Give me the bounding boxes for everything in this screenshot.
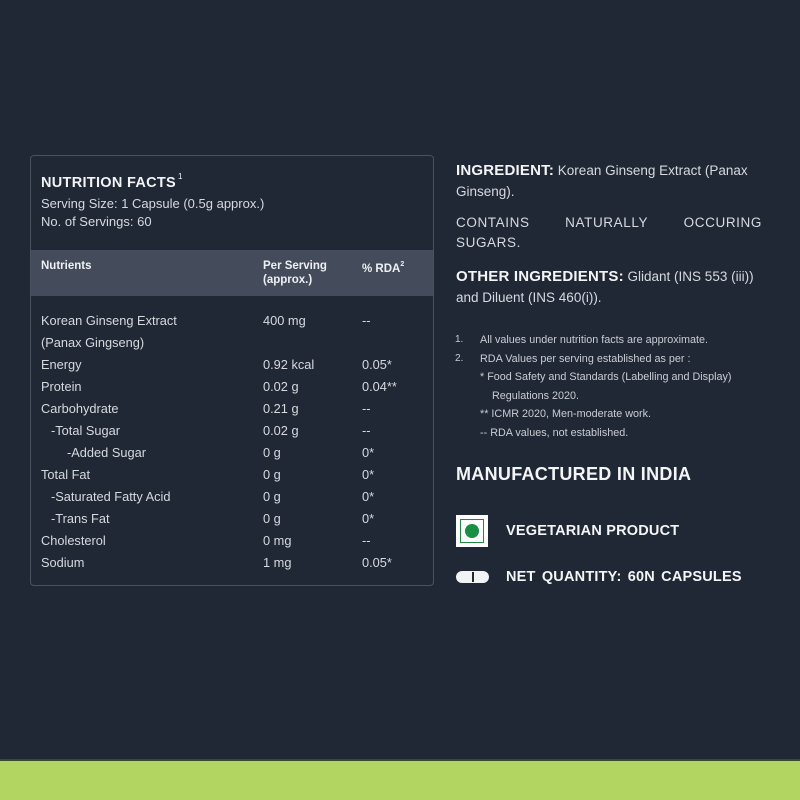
table-row [31,445,433,467]
ingredient-label: INGREDIENT: [456,162,555,179]
nutrition-facts-card [30,155,434,586]
ingredient-statement [456,160,762,202]
net-quantity [456,567,742,587]
header-nutrients: Nutrients [41,260,92,272]
nutrient-value: 0 g [263,511,281,526]
footnote-subitem: -- RDA values, not established. [480,426,629,439]
header-per-serving-line1: Per Serving [263,260,327,272]
footnote-item [455,350,785,369]
bottom-color-band [0,761,800,800]
nutrition-facts-title-text: NUTRITION FACTS [41,174,176,191]
table-row [31,555,433,577]
footnote-marker: 1 [178,172,183,181]
vegetarian-label: VEGETARIAN PRODUCT [506,523,680,539]
table-row [31,379,433,401]
header-per-serving-line2: (approx.) [263,274,313,286]
other-ingredients-label: OTHER INGREDIENTS: [456,268,624,285]
contains-line-2: SUGARS. [456,235,521,250]
nutrient-name: Energy [41,357,82,372]
nutrient-value: 400 mg [263,313,306,328]
veg-mark-icon [456,515,488,547]
nutrient-name: (Panax Gingseng) [41,335,145,350]
nutrient-value: 0.92 kcal [263,357,315,372]
nutrient-name: -Total Sugar [51,423,120,438]
nutrient-rda: 0.05* [362,357,392,372]
header-rda-text: % RDA [362,262,401,275]
contains-word: OCCURING [683,215,762,230]
table-row [31,511,433,533]
table-row [31,489,433,511]
nutrient-rda: 0.05* [362,555,392,570]
footnote-subitem: * Food Safety and Standards (Labelling and Display) [480,371,732,383]
nutrient-name: -Trans Fat [51,511,110,526]
manufactured-in-india: MANUFACTURED IN INDIA [456,464,692,484]
nutrient-value: 0 g [263,489,281,504]
table-row [31,467,433,489]
nutrient-rda: 0.04** [362,379,397,394]
footnote-subitem: ** ICMR 2020, Men-moderate work. [480,408,652,420]
nutrient-rda: -- [362,401,371,416]
footnote-number: 2. [455,352,464,364]
table-row [31,357,433,379]
nutrient-value: 0.21 g [263,401,299,416]
nutrient-rda: -- [362,313,371,328]
nutrient-rda: -- [362,533,371,548]
other-ingredients-statement [456,266,762,308]
table-row [31,313,433,335]
nutrient-name: Sodium [41,555,85,570]
table-row [31,533,433,555]
nutrition-facts-title [41,174,183,191]
nutrient-name: Carbohydrate [41,401,119,416]
footnote-subitem: Regulations 2020. [492,389,580,402]
nutrient-value: 1 mg [263,555,292,570]
nutrient-rda: 0* [362,489,375,504]
vegetarian-badge [456,515,679,547]
contains-statement [456,213,762,253]
capsule-icon [456,571,489,583]
other-ingredients-text: Glidant (INS 553 (iii)) and Diluent (INS 460(i)). [456,269,754,305]
footnote-text: All values under nutrition facts are approximate. [480,334,709,346]
table-row [31,423,433,445]
nutrient-value: 0.02 g [263,423,299,438]
header-per-serving [263,259,327,287]
footnote-marker: 2 [400,261,405,268]
nutrient-name: -Added Sugar [67,445,146,460]
ingredient-text: Korean Ginseng Extract (Panax Ginseng). [456,163,748,199]
nutrient-rda: -- [362,423,371,438]
nutrient-name: -Saturated Fatty Acid [51,489,171,504]
servings-count: No. of Servings: 60 [41,214,152,229]
contains-line-1 [456,213,762,233]
nutrient-value: 0 g [263,445,281,460]
nutrient-rda: 0* [362,511,375,526]
net-quantity-label: NET QUANTITY: 60N CAPSULES [506,569,742,585]
footnotes [455,331,785,442]
serving-size: Serving Size: 1 Capsule (0.5g approx.) [41,196,265,211]
table-header [31,250,433,296]
footnote-text: RDA Values per serving established as per : [480,352,691,365]
nutrient-name: Protein [41,379,82,394]
footnote-item [455,331,785,350]
contains-word: CONTAINS [456,215,530,230]
header-rda [362,259,404,276]
contains-word: NATURALLY [565,215,649,230]
nutrient-rda: 0* [362,467,375,482]
nutrient-name: Korean Ginseng Extract [41,313,177,328]
nutrient-value: 0 mg [263,533,292,548]
nutrient-name: Cholesterol [41,533,106,548]
nutrient-rda: 0* [362,445,375,460]
footnote-number: 1. [455,334,464,345]
nutrient-value: 0.02 g [263,379,299,394]
table-row [31,335,433,357]
nutrient-name: Total Fat [41,467,91,482]
nutrient-value: 0 g [263,467,281,482]
table-row [31,401,433,423]
